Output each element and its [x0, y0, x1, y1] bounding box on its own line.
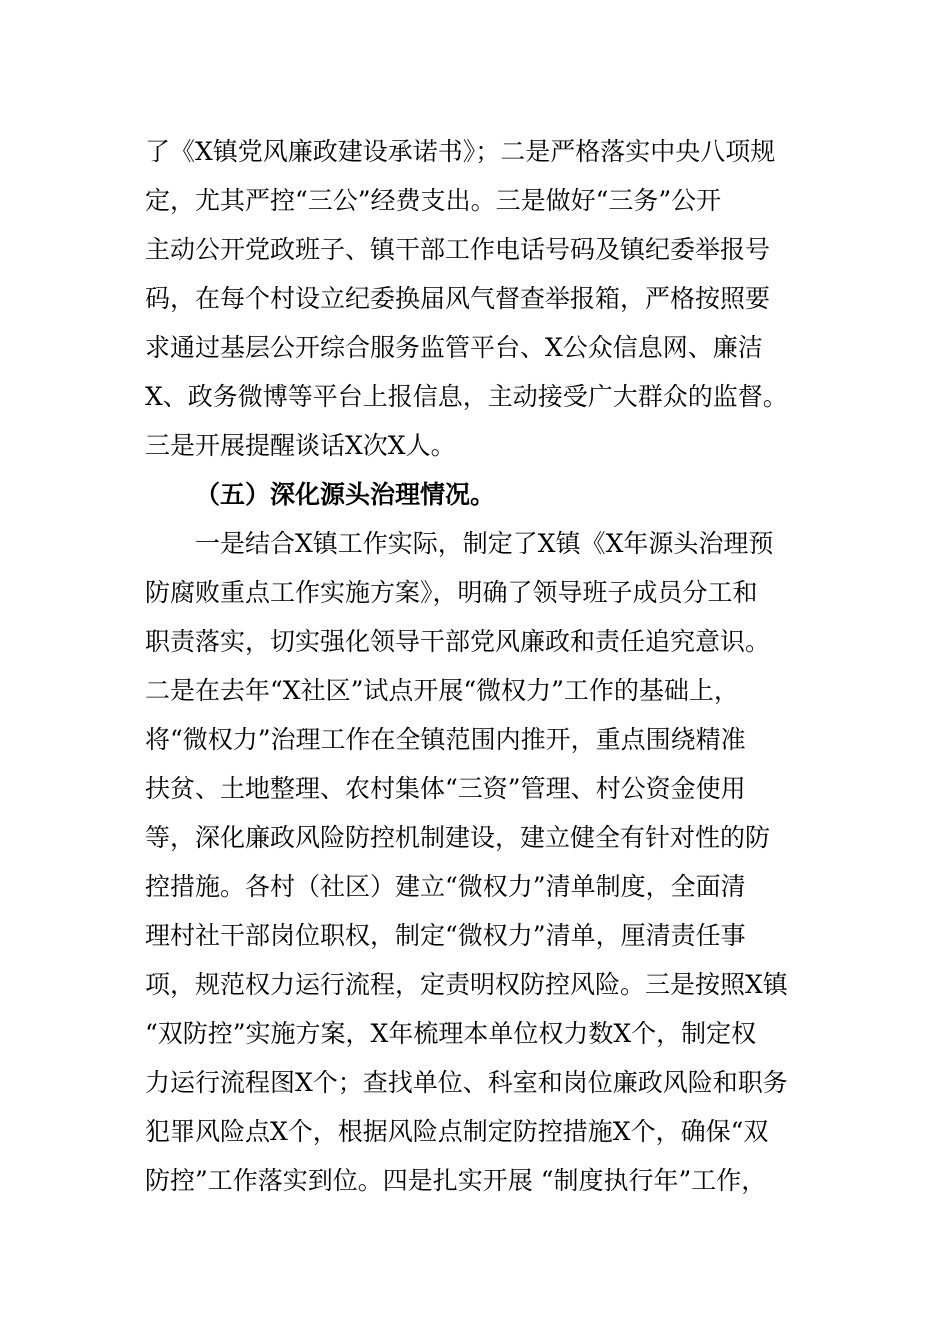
text-line: 主动公开党政班子、镇干部工作电话号码及镇纪委举报号	[145, 235, 771, 264]
text-line: 理村社干部岗位职权，制定“微权力”清单，厘清责任事	[145, 921, 746, 950]
text-line: 犯罪风险点X个，根据风险点制定防控措施X个，确保“双	[145, 1117, 769, 1146]
text-line: 项，规范权力运行流程，定责明权防控风险。三是按照X镇	[145, 970, 788, 999]
text-line: 三是开展提醒谈话X次X人。	[145, 431, 456, 460]
text-line: 定，尤其严控“三公”经费支出。三是做好“三务”公开	[145, 186, 722, 215]
text-line: 求通过基层公开综合服务监管平台、X公众信息网、廉洁	[145, 333, 763, 362]
text-line: 控措施。各村（社区）建立“微权力”清单制度，全面清	[145, 872, 746, 901]
text-line: 二是在去年“X社区”试点开展“微权力”工作的基础上，	[145, 676, 739, 705]
text-line: “双防控”实施方案，X年梳理本单位权力数X个，制定权	[145, 1019, 757, 1048]
text-line: 防腐败重点工作实施方案》，明确了领导班子成员分工和	[145, 578, 758, 607]
text-line: 职责落实，切实强化领导干部党风廉政和责任追究意识。	[145, 627, 771, 656]
text-line: 将“微权力”治理工作在全镇范围内推开，重点围绕精准	[145, 725, 746, 754]
text-line: 等，深化廉政风险防控机制建设，建立健全有针对性的防	[145, 823, 771, 852]
text-line: 防控”工作落实到位。四是扎实开展 “制度执行年”工作，	[145, 1166, 767, 1195]
section-heading: （五）深化源头治理情况。	[195, 480, 496, 509]
text-line: 扶贫、土地整理、农村集体“三资”管理、村公资金使用	[145, 774, 746, 803]
text-line: 码，在每个村设立纪委换届风气督查举报箱，严格按照要	[145, 284, 771, 313]
text-line: 力运行流程图X个；查找单位、科室和岗位廉政风险和职务	[145, 1068, 788, 1097]
text-line: X、政务微博等平台上报信息，主动接受广大群众的监督。	[145, 382, 788, 411]
text-line: 了《X镇党风廉政建设承诺书》；二是严格落实中央八项规	[145, 137, 776, 166]
text-line: 一是结合X镇工作实际，制定了X镇《X年源头治理预	[195, 529, 774, 558]
